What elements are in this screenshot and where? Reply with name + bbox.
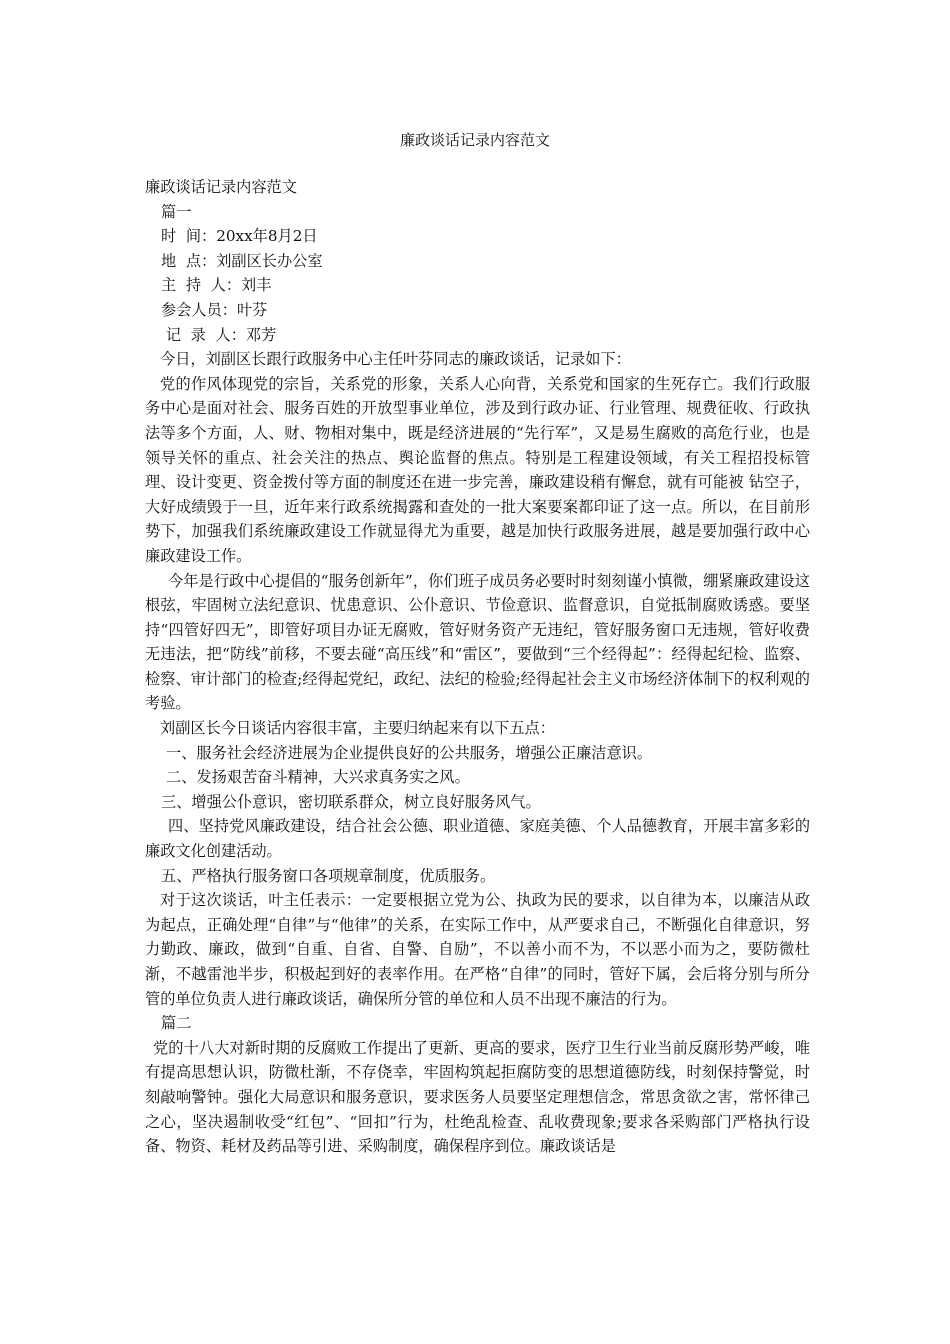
meta-place: 地 点：刘副区长办公室 [161, 251, 323, 270]
document-title: 廉政谈话记录内容范文 [399, 131, 550, 149]
document-body [145, 175, 810, 1159]
paragraph-service-year: 今年是行政中心提倡的“服务创新年”，你们班子成员务必要时时刻刻谨小慎微，绷紧廉政建设这根弦，牢固树立法纪意识、忧患意识、公仆意识、节俭意识、监督意识，自觉抵制腐败诱惑。要坚持“四管好四无”，即管好项目办证无腐败，管好财务资产无违纪，管好服务窗口无违规，管好收费无违法，把“防线”前移，不要去碰“高压线”和“雷区”，要做到“三个经得起”：经得起纪检、监察、检察、审计部门的检查;经得起党纪，政纪、法纪的检验;经得起社会主义市场经济体制下的权利观的考验。 [145, 571, 810, 713]
paragraph-part-two: 党的十八大对新时期的反腐败工作提出了更新、更高的要求，医疗卫生行业当前反腐形势严峻，唯有提高思想认识，防微杜渐，不存侥幸，牢固构筑起拒腐防变的思想道德防线，时刻保持警觉，时刻敲响警钟。强化大局意识和服务意识，要求医务人员要坚定理想信念，常思贪欲之害，常怀律己之心，坚决遏制收受“红包”、“回扣”行为，杜绝乱检查、乱收费现象;要求各采购部门严格执行设备、物资、耗材及药品等引进、采购制度，确保程序到位。廉政谈话是 [145, 1038, 810, 1156]
point-item-2: 二、发扬艰苦奋斗精神，大兴求真务实之风。 [166, 768, 470, 787]
paragraph-response: 对于这次谈话，叶主任表示：一定要根据立党为公、执政为民的要求，以自律为本，以廉洁从政为起点，正确处理“自律”与“他律”的关系，在实际工作中，从严要求自己，不断强化自律意识，努力勤政、廉政，做到“自重、自省、自警、自励”，不以善小而不为，不以恶小而为之，要防微杜渐，不越雷池半步，积极起到好的表率作用。在严格“自律”的同时，管好下属，会后将分别与所分管的单位负责人进行廉政谈话，确保所分管的单位和人员不出现不廉洁的行为。 [145, 891, 810, 1008]
document-heading: 廉政谈话记录内容范文 [145, 178, 297, 196]
paragraph-work-style: 党的作风体现党的宗旨，关系党的形象，关系人心向背，关系党和国家的生死存亡。我们行政服务中心是面对社会、服务百姓的开放型事业单位，涉及到行政办证、行业管理、规费征收、行政执法等多个方面，人、财、物相对集中，既是经济进展的“先行军”，又是易生腐败的高危行业，也是领导关怀的重点、社会关注的热点、舆论监督的焦点。特别是工程建设领域，有关工程招投标管理、设计变更、资金拨付等方面的制度还在进一步完善，廉政建设稍有懈怠，就有可能被 钻空子，大好成绩毁于一旦，近年来行政系统揭露和查处的一批大案要案都印证了这一点。所以，在目前形势下，加强我们系统廉政建设工作就显得尤为重要，越是加快行政服务进展，越是要加强行政中心廉政建设工作。 [145, 374, 810, 565]
meta-time: 时 间：20xx年8月2日 [161, 227, 318, 246]
paragraph-summary-intro: 刘副区长今日谈话内容很丰富，主要归纳起来有以下五点： [160, 719, 555, 738]
part-two-label: 篇二 [161, 1014, 192, 1033]
point-item-4: 四、坚持党风廉政建设，结合社会公德、职业道德、家庭美德、个人品德教育，开展丰富多彩的廉政文化创建活动。 [145, 817, 810, 861]
point-item-5: 五、严格执行服务窗口各项规章制度，优质服务。 [161, 866, 496, 885]
meta-attendee: 参会人员：叶芬 [161, 300, 268, 319]
point-item-3: 三、增强公仆意识，密切联系群众，树立良好服务风气。 [161, 792, 541, 811]
point-item-1: 一、服务社会经济进展为企业提供良好的公共服务，增强公正廉洁意识。 [166, 743, 652, 762]
meta-host: 主 持 人：刘丰 [161, 276, 272, 295]
meta-recorder: 记 录 人：邓芳 [161, 325, 277, 344]
part-one-label: 篇一 [161, 202, 192, 221]
paragraph-intro: 今日，刘副区长跟行政服务中心主任叶芬同志的廉政谈话，记录如下： [160, 350, 631, 369]
